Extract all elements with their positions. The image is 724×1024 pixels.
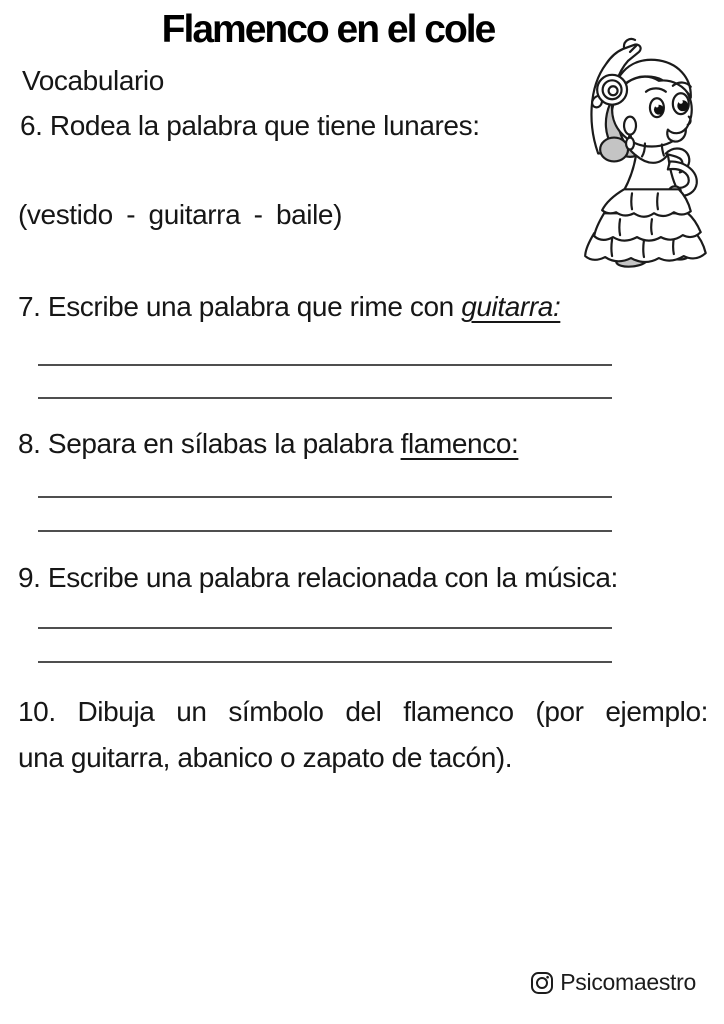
- question-7: [18, 290, 560, 324]
- question-8-keyword: flamenco:: [400, 428, 519, 459]
- question-7-keyword: guitarra:: [461, 291, 561, 322]
- question-10-line1: 10. Dibuja un símbolo del flamenco (por ejemplo:: [18, 696, 708, 727]
- page-title: Flamenco en el cole: [161, 8, 495, 51]
- answer-line: [38, 496, 612, 498]
- answer-line: [38, 530, 612, 532]
- footer-credit: [530, 969, 696, 996]
- answer-line: [38, 627, 612, 629]
- answer-line: [38, 397, 612, 399]
- question-8-prefix: 8. Separa en sílabas la palabra: [18, 428, 401, 459]
- section-label: Vocabulario: [22, 65, 164, 96]
- instagram-icon: [530, 971, 554, 995]
- footer-handle: Psicomaestro: [560, 969, 696, 995]
- question-10-line2: una guitarra, abanico o zapato de tacón).: [18, 742, 513, 773]
- question-7-prefix: 7. Escribe una palabra que rime con: [18, 291, 462, 322]
- question-6-options: (vestido - guitarra - baile): [18, 199, 343, 230]
- flamenco-dancer-illustration: [556, 34, 714, 268]
- answer-line: [38, 364, 612, 366]
- question-9: 9. Escribe una palabra relacionada con la música:: [18, 562, 618, 593]
- question-6: 6. Rodea la palabra que tiene lunares:: [20, 110, 480, 141]
- question-8: [18, 427, 518, 461]
- answer-line: [38, 661, 612, 663]
